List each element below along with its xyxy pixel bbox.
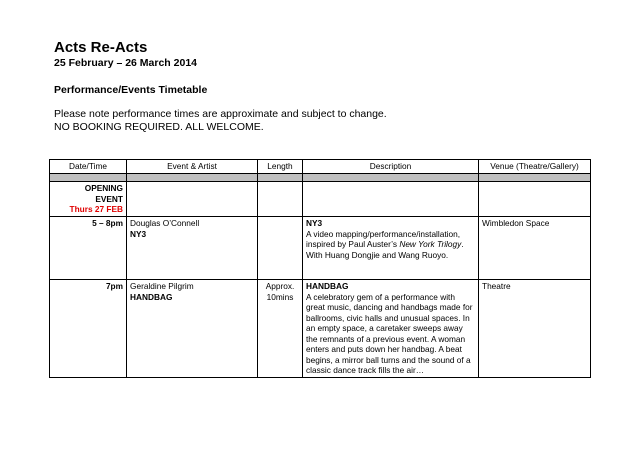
description-text: A celebratory gem of a performance with great music, dancing and handbags made for ballrooms, civic halls and unusual spaces. In an empty space, a caretaker sweeps away the remnants of a previous event. A woman enters and puts down her handbag. A beat begins, a mirror ball turns and the sound of a classic dance track fills the air… <box>306 291 473 375</box>
row-length <box>258 217 303 280</box>
table-row <box>50 280 591 378</box>
description-text: A video mapping/performance/installation, inspired by Paul Auster’s <box>306 228 461 249</box>
opening-label: OPENING <box>84 183 123 193</box>
column-header-venue: Venue (Theatre/Gallery) <box>479 160 591 174</box>
event-name: HANDBAG <box>130 291 173 302</box>
column-header-length: Length <box>258 160 303 174</box>
notice <box>54 108 387 134</box>
description-italic: New York Trilogy <box>399 239 462 249</box>
date-range: 25 February – 26 March 2014 <box>54 57 198 69</box>
row-event-artist <box>127 217 258 280</box>
table-row <box>50 217 591 280</box>
grey-separator-row <box>50 174 591 182</box>
description-extra: With Huang Dongjie and Wang Ruoyo. <box>306 249 449 260</box>
row-venue: Theatre <box>479 280 591 378</box>
page-title: Acts Re-Acts <box>54 39 148 56</box>
section-title: Performance/Events Timetable <box>54 84 208 96</box>
row-time: 7pm <box>50 280 127 378</box>
artist-name: Geraldine Pilgrim <box>130 281 194 291</box>
column-header-event: Event & Artist <box>127 160 258 174</box>
row-time: 5 – 8pm <box>50 217 127 280</box>
artist-name: Douglas O’Connell <box>130 218 200 228</box>
timetable <box>49 159 591 378</box>
description-title: HANDBAG <box>306 281 349 291</box>
opening-date-cell <box>50 182 127 217</box>
row-description: NY3 A video mapping/performance/installation, inspired by Paul Auster’s New York Trilogy. With Huang Dongjie and Wang Ruoyo. <box>303 217 479 280</box>
description-title: NY3 <box>306 218 323 228</box>
opening-date: Thurs 27 FEB <box>69 204 123 214</box>
notice-line-2: NO BOOKING REQUIRED. ALL WELCOME. <box>54 121 264 133</box>
row-event-artist <box>127 280 258 378</box>
row-venue: Wimbledon Space <box>479 217 591 280</box>
row-length: Approx. 10mins <box>258 280 303 378</box>
event-label: EVENT <box>95 193 123 204</box>
table-header-row <box>50 160 591 174</box>
row-description <box>303 280 479 378</box>
event-name: NY3 <box>130 228 147 239</box>
column-header-description: Description <box>303 160 479 174</box>
column-header-datetime: Date/Time <box>50 160 127 174</box>
notice-line-1: Please note performance times are approximate and subject to change. <box>54 108 387 120</box>
opening-event-row <box>50 182 591 217</box>
